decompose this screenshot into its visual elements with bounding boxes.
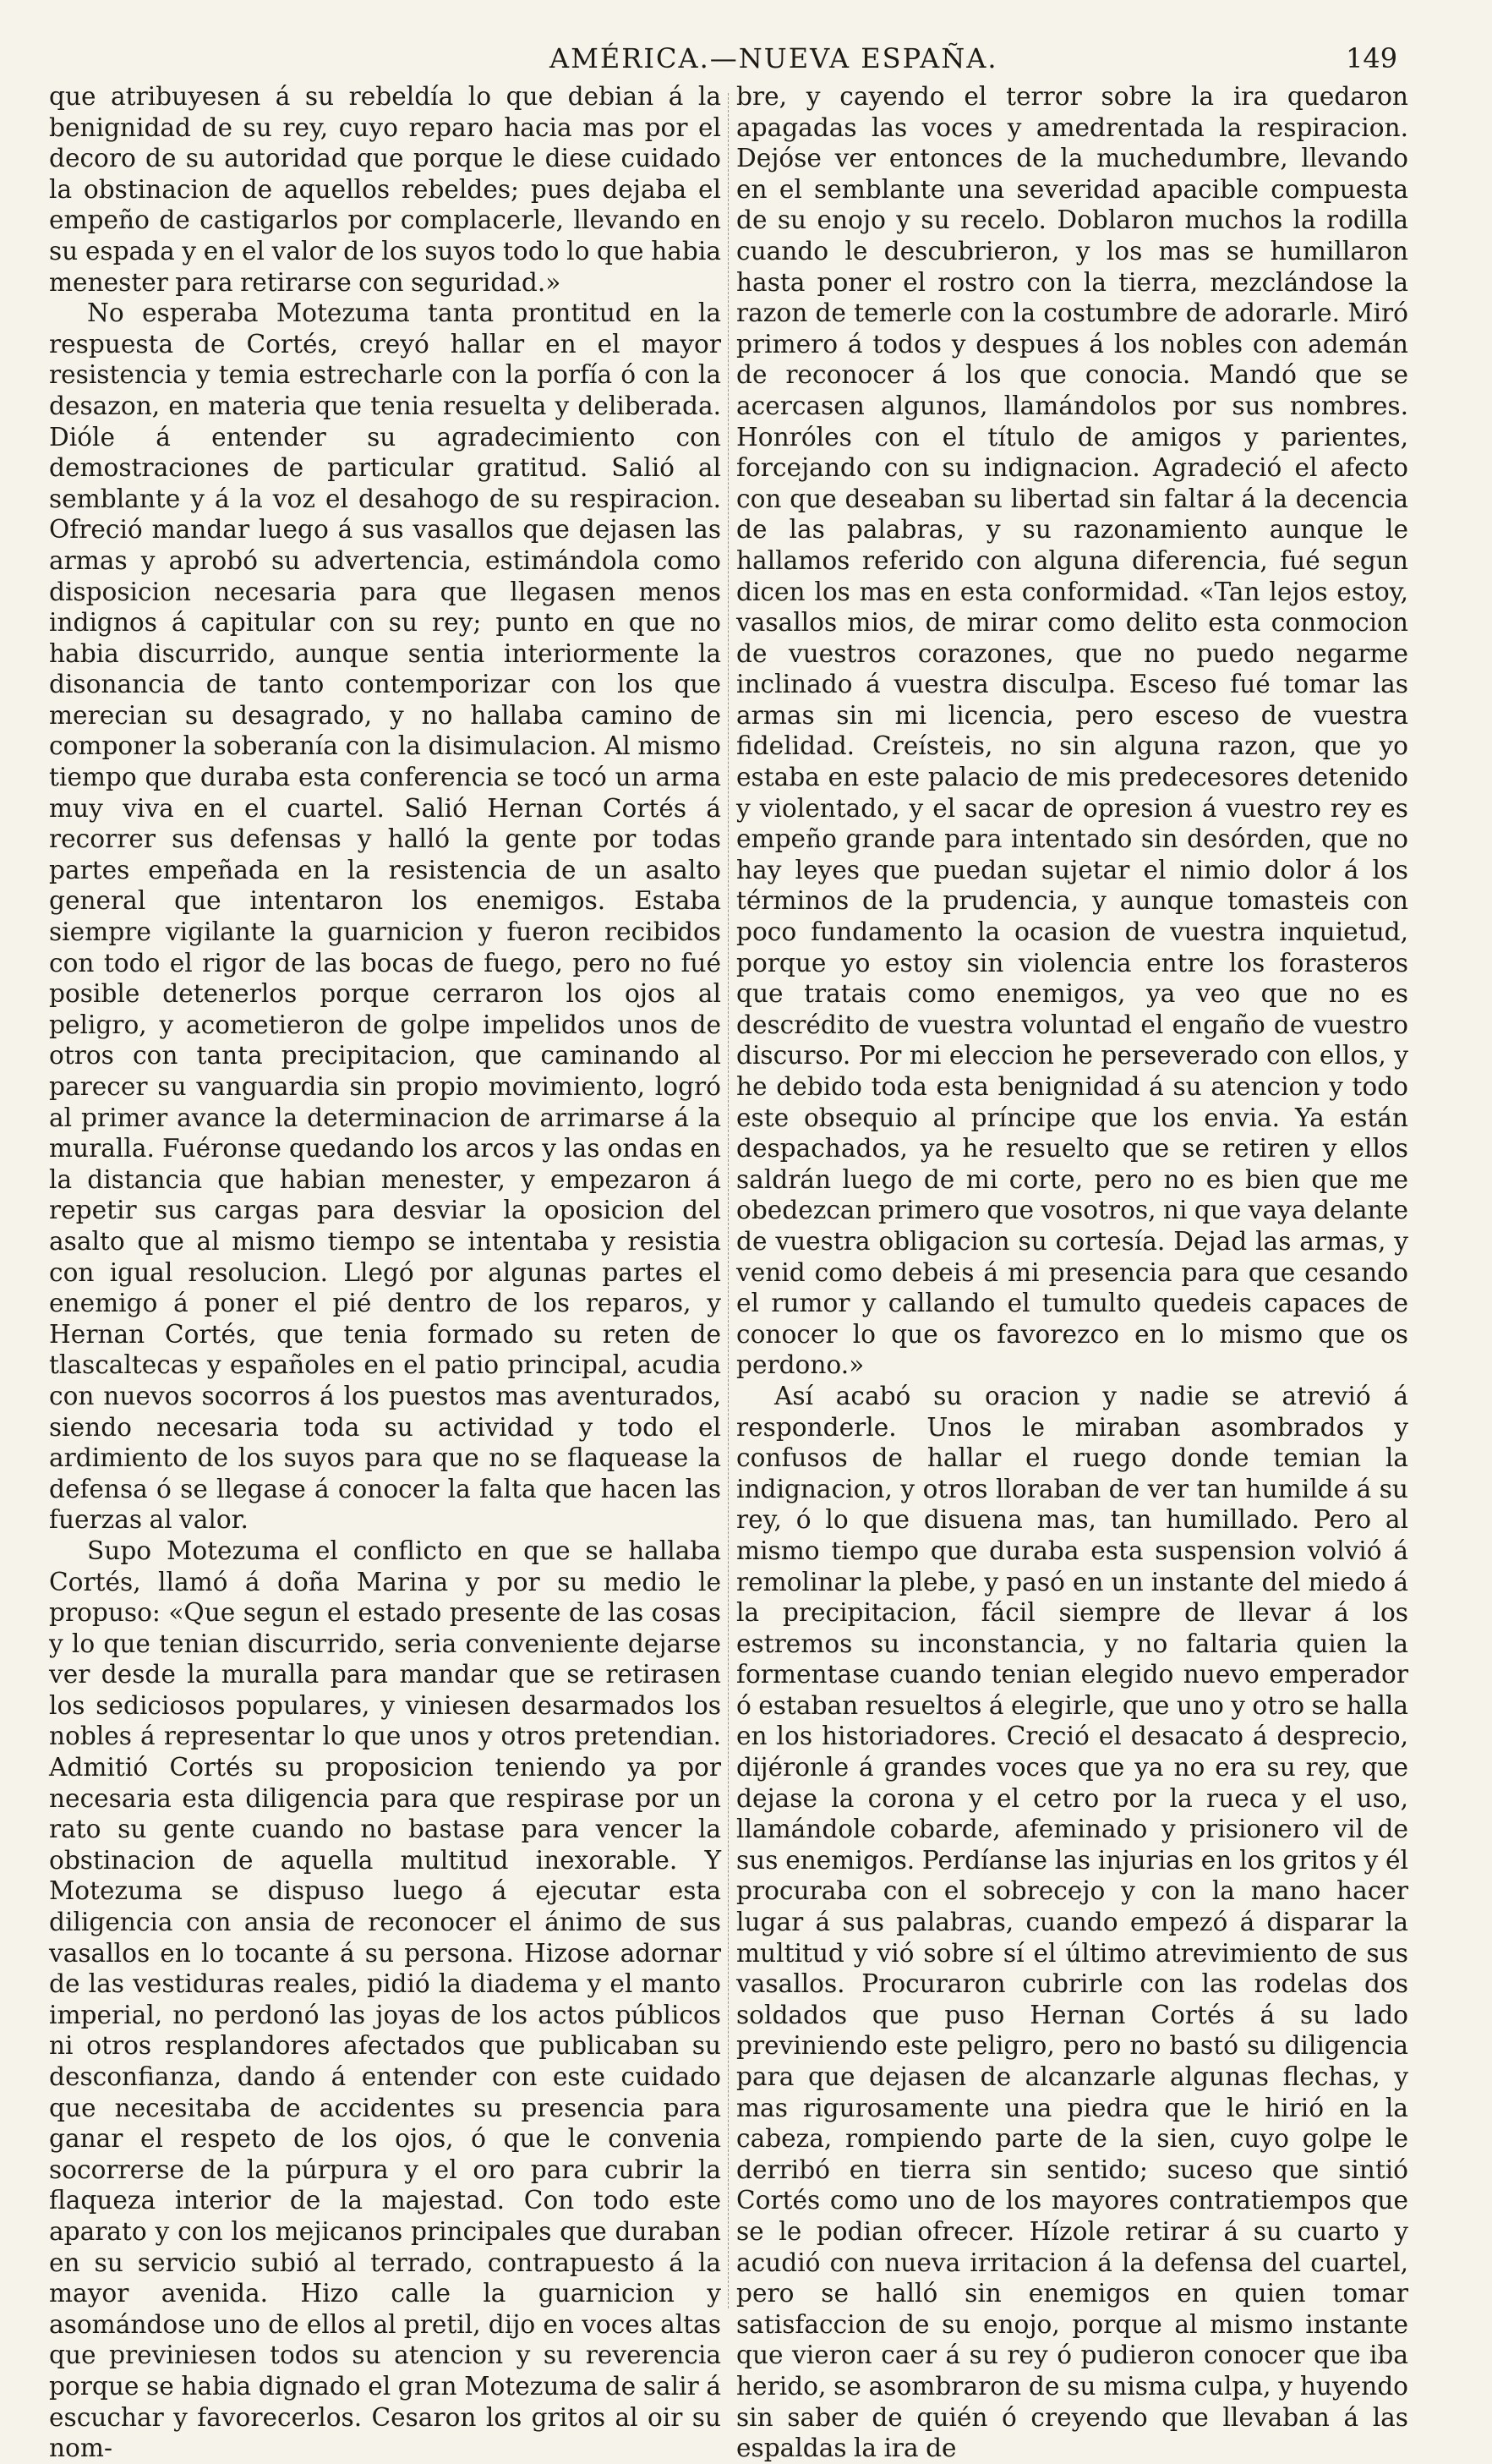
page-header: [0, 37, 1492, 79]
paragraph: Supo Motezuma el conflicto en que se hallaba Cortés, llamó á doña Marina y por su medio le propuso: «Que segun el estado presente de las cosas y lo que tenian discurrido, seria conveniente dejarse ver desde la muralla para mandar que se retirasen los sediciosos populares, y viniesen desarmados los nobles á representar lo que unos y otros pretendian. Admitió Cortés su proposicion teniendo ya por necesaria esta diligencia para que respirase por un rato su gente cuando no bastase para vencer la obstinacion de aquella multitud inexorable. Y Motezuma se dispuso luego á ejecutar esta diligencia con ansia de reconocer el ánimo de sus vasallos en lo tocante á su persona. Hizose adornar de las vestiduras reales, pidió la diadema y el manto imperial, no perdonó las joyas de los actos públicos ni otros resplandores afectados que publicaban su desconfianza, dando á entender con este cuidado que necesitaba de accidentes su presencia para ganar el respeto de los ojos, ó que le convenia socorrerse de la púrpura y el oro para cubrir la flaqueza interior de la majestad. Con todo este aparato y con los mejicanos principales que duraban en su servicio subió al terrado, contrapuesto á la mayor avenida. Hizo calle la guarnicion y asomándose uno de ellos al pretil, dijo en voces altas que previniesen todos su atencion y su reverencia porque se habia dignado el gran Motezuma de salir á escuchar y favorecerlos. Cesaron los gritos al oir su nom-: [49, 1536, 721, 2463]
paragraph: que atribuyesen á su rebeldía lo que debian á la benignidad de su rey, cuyo reparo hacia mas por el decoro de su autoridad que porque le diese cuidado la obstinacion de aquellos rebeldes; pues dejaba el empeño de castigarlos por complacerle, llevando en su espada y en el valor de los suyos todo lo que habia menester para retirarse con seguridad.»: [49, 82, 721, 297]
paragraph: bre, y cayendo el terror sobre la ira quedaron apagadas las voces y amedrentada la respiracion. Dejóse ver entonces de la muchedumbre, llevando en el semblante una severidad apacible compuesta de su enojo y su recelo. Doblaron muchos la rodilla cuando le descubrieron, y los mas se humillaron hasta poner el rostro con la tierra, mezclándose la razon de temerle con la costumbre de adorarle. Miró primero á todos y despues á los nobles con ademán de reconocer á los que conocia. Mandó que se acercasen algunos, llamándolos por sus nombres. Honróles con el título de amigos y parientes, forcejando con su indignacion. Agradeció el afecto con que deseaban su libertad sin faltar á la decencia de las palabras, y su razonamiento aunque le hallamos referido con alguna diferencia, fué segun dicen los mas en esta conformidad. «Tan lejos estoy, vasallos mios, de mirar como delito esta conmocion de vuestros corazones, que no puedo negarme inclinado á vuestra disculpa. Esceso fué tomar las armas sin mi licencia, pero esceso de vuestra fidelidad. Creísteis, no sin alguna razon, que yo estaba en este palacio de mis predecesores detenido y violentado, y el sacar de opresion á vuestro rey es empeño grande para intentado sin desórden, que no hay leyes que puedan sujetar el nimio dolor á los términos de la prudencia, y aunque tomasteis con poco fundamento la ocasion de vuestra inquietud, porque yo estoy sin violencia entre los forasteros que tratais como enemigos, ya veo que no es descrédito de vuestra voluntad el engaño de vuestro discurso. Por mi eleccion he perseverado con ellos, y he debido toda esta benignidad á su atencion y todo este obsequio al príncipe que los envia. Ya están despachados, ya he resuelto que se retiren y ellos saldrán luego de mi corte, pero no es bien que me obedezcan primero que vosotros, ni que vaya delante de vuestra obligacion su cortesía. Dejad las armas, y venid como debeis á mi presencia para que cesando el rumor y callando el tumulto quedeis capaces de conocer lo que os favorezco en lo mismo que os perdono.»: [736, 82, 1408, 1380]
column-divider: [728, 93, 729, 2308]
left-column: [49, 81, 721, 2464]
running-head: AMÉRICA.—NUEVA ESPAÑA.: [549, 42, 998, 74]
paragraph: No esperaba Motezuma tanta prontitud en la respuesta de Cortés, creyó hallar en el mayor resistencia y temia estrecharle con la porfía ó con la desazon, en materia que tenia resuelta y deliberada. Dióle á entender su agradecimiento con demostraciones de particular gratitud. Salió al semblante y á la voz el desahogo de su respiracion. Ofreció mandar luego á sus vasallos que dejasen las armas y aprobó su advertencia, estimándola como disposicion necesaria para que llegasen menos indignos á capitular con su rey; punto en que no habia discurrido, aunque sentia interiormente la disonancia de tanto contemporizar con los que merecian su desagrado, y no hallaba camino de componer la soberanía con la disimulacion. Al mismo tiempo que duraba esta conferencia se tocó un arma muy viva en el cuartel. Salió Hernan Cortés á recorrer sus defensas y halló la gente por todas partes empeñada en la resistencia de un asalto general que intentaron los enemigos. Estaba siempre vigilante la guarnicion y fueron recibidos con todo el rigor de las bocas de fuego, pero no fué posible detenerlos porque cerraron los ojos al peligro, y acometieron de golpe impelidos unos de otros con tanta precipitacion, que caminando al parecer su vanguardia sin propio movimiento, logró al primer avance la determinacion de arrimarse á la muralla. Fuéronse quedando los arcos y las ondas en la distancia que habian menester, y empezaron á repetir sus cargas para desviar la oposicion del asalto que al mismo tiempo se intentaba y resistia con igual resolucion. Llegó por algunas partes el enemigo á poner el pié dentro de los reparos, y Hernan Cortés, que tenia formado su reten de tlascaltecas y españoles en el patio principal, acudia con nuevos socorros á los puestos mas aventurados, siendo necesaria toda su actividad y todo el ardimiento de los suyos para que no se flaquease la defensa ó se llegase á conocer la falta que hacen las fuerzas al valor.: [49, 298, 721, 1535]
page-number: 149: [1346, 42, 1398, 74]
right-column: [736, 81, 1408, 2464]
paragraph: Así acabó su oracion y nadie se atrevió á responderle. Unos le miraban asombrados y confusos de hallar el ruego donde temian la indignacion, y otros lloraban de ver tan humilde á su rey, ó lo que disuena mas, tan humillado. Pero al mismo tiempo que duraba esta suspension volvió á remolinar la plebe, y pasó en un instante del miedo á la precipitacion, fácil siempre de llevar á los estremos su inconstancia, y no faltaria quien la formentase cuando tenian elegido nuevo emperador ó estaban resueltos á elegirle, que uno y otro se halla en los historiadores. Creció el desacato á desprecio, dijéronle á grandes voces que ya no era su rey, que dejase la corona y el cetro por la rueca y el uso, llamándole cobarde, afeminado y prisionero vil de sus enemigos. Perdíanse las injurias en los gritos y él procuraba con el sobrecejo y con la mano hacer lugar á sus palabras, cuando empezó á disparar la multitud y vió sobre sí el último atrevimiento de sus vasallos. Procuraron cubrirle con las rodelas dos soldados que puso Hernan Cortés á su lado previniendo este peligro, pero no bastó su diligencia para que dejasen de alcanzarle algunas flechas, y mas rigurosamente una piedra que le hirió en la cabeza, rompiendo parte de la sien, cuyo golpe le derribó en tierra sin sentido; suceso que sintió Cortés como uno de los mayores contratiempos que se le podian ofrecer. Hízole retirar á su cuarto y acudió con nueva irritacion á la defensa del cuartel, pero se halló sin enemigos en quien tomar satisfaccion de su enojo, porque al mismo instante que vieron caer á su rey ó pudieron conocer que iba herido, se asombraron de su misma culpa, y huyendo sin saber de quién ó creyendo que llevaban á las espaldas la ira de: [736, 1381, 1408, 2463]
